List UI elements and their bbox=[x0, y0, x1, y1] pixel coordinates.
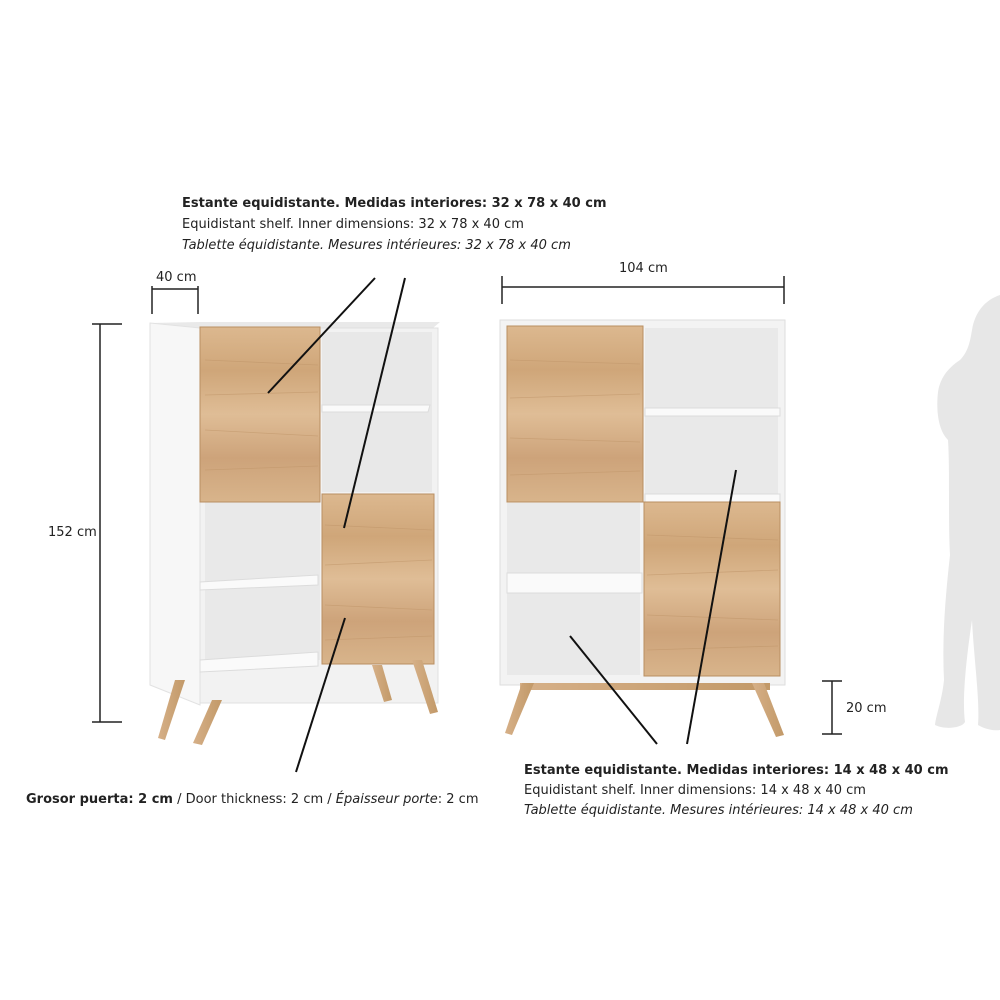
door-thickness-fr-value: : 2 cm bbox=[437, 792, 479, 807]
door-thickness-fr: Épaisseur porte bbox=[335, 792, 438, 807]
top-callout-en: Equidistant shelf. Inner dimensions: 32 x 78 x 40 cm bbox=[182, 217, 524, 232]
right-upper-compartment-1 bbox=[645, 328, 778, 410]
right-leg-right bbox=[752, 683, 784, 737]
door-thickness-en: Door thickness: 2 cm bbox=[185, 792, 324, 807]
right-base-rail bbox=[520, 683, 770, 690]
bottom-callout-fr: Tablette équidistante. Mesures intérieures: 14 x 48 x 40 cm bbox=[524, 803, 913, 818]
left-cabinet bbox=[150, 322, 440, 745]
right-shelf-upper bbox=[645, 408, 780, 416]
height-label: 152 cm bbox=[48, 525, 97, 540]
right-door-upper bbox=[507, 326, 643, 502]
door-thickness-sep-1: / bbox=[172, 792, 186, 807]
human-silhouette bbox=[935, 295, 1000, 730]
door-thickness-es: Grosor puerta: 2 cm bbox=[26, 792, 173, 807]
leg-height-label: 20 cm bbox=[846, 701, 887, 716]
bottom-callout-es: Estante equidistante. Medidas interiores: 14 x 48 x 40 cm bbox=[524, 763, 949, 778]
depth-label: 40 cm bbox=[156, 270, 197, 285]
door-thickness-sep-2: / bbox=[323, 792, 336, 807]
left-door-upper bbox=[200, 327, 320, 502]
left-shelf-upper bbox=[322, 405, 430, 412]
bottom-callout-en: Equidistant shelf. Inner dimensions: 14 x 48 x 40 cm bbox=[524, 783, 866, 798]
right-lower-compartment-1 bbox=[507, 503, 640, 573]
width-label: 104 cm bbox=[619, 261, 668, 276]
right-shelf-lower bbox=[507, 573, 642, 593]
top-callout-es: Estante equidistante. Medidas interiores: 32 x 78 x 40 cm bbox=[182, 196, 607, 211]
right-door-lower bbox=[644, 502, 780, 676]
right-lower-compartment-2 bbox=[507, 593, 640, 675]
right-cabinet bbox=[500, 320, 785, 737]
left-cabinet-side bbox=[150, 323, 200, 705]
right-leg-left bbox=[505, 683, 534, 735]
top-callout-fr: Tablette équidistante. Mesures intérieures: 32 x 78 x 40 cm bbox=[182, 238, 571, 253]
right-shelf-middle bbox=[645, 494, 780, 502]
right-upper-compartment-2 bbox=[645, 416, 778, 496]
door-thickness-caption bbox=[26, 792, 478, 808]
left-leg-2 bbox=[193, 700, 222, 745]
